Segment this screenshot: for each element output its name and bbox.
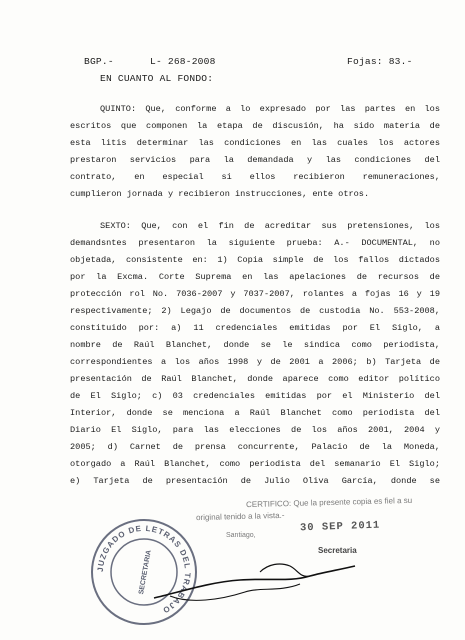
seal-center-text: SECRETARIA: [138, 549, 153, 596]
text-line: prestaron servicios para la demandada y las condiciones del: [70, 155, 440, 165]
date-stamp: 30 SEP 2011: [299, 519, 381, 535]
text-line: e) Tarjeta de presentación de Julio Oliva García, donde se: [70, 476, 440, 486]
bgp-label: BGP.-: [84, 56, 114, 67]
text-line: protección rol No. 7036-2007 y 7037-2007, rolantes a fojas 16 y 19: [70, 289, 440, 299]
seal-ring-text: JUZGADO DE LETRAS DEL TRABAJO: [95, 523, 193, 616]
text-line: SEXTO: Que, con el fin de acreditar sus pretensiones, los: [100, 221, 440, 231]
text-line: correspondientes a los años 1998 y de 2001 a 2006; b) Tarjeta de: [70, 357, 440, 367]
text-line: nombre de Raúl Blanchet, donde se le sindica como periodista,: [70, 340, 440, 350]
text-line: contrato, en especial si ellos recibieron remuneraciones,: [70, 172, 440, 182]
section-heading: EN CUANTO AL FONDO:: [100, 73, 214, 84]
certification-place: Santiago,: [226, 532, 256, 539]
fojas-label: Fojas: 83.-: [347, 56, 413, 67]
certification-text-2: original tenido a la vista.-: [195, 510, 285, 523]
text-line: cumplieron jornada y recibieron instrucciones, ente otros.: [70, 189, 370, 199]
case-number: L- 268-2008: [150, 56, 216, 67]
text-line: constituido por: a) 11 credenciales emitidas por El Siglo, a: [70, 323, 440, 333]
text-line: escritos que componen la etapa de discusión, ha sido materia de: [70, 121, 440, 131]
text-line: QUINTO: Que, conforme a lo expresado por las partes en los: [100, 104, 440, 114]
text-line: demandsntes presentaron la siguiente prueba: A.- DOCUMENTAL, no: [70, 238, 440, 248]
text-line: presentación de Raúl Blanchet, donde aparece como editor político: [70, 374, 440, 384]
handwritten-signature: [150, 552, 370, 622]
text-line: Diario El Siglo, para las elecciones de los años 2001, 2004 y: [70, 425, 440, 435]
signer-label: Secretaria: [318, 546, 357, 555]
text-line: otorgado a Raúl Blanchet, como periodista del semanario El Siglo;: [70, 459, 440, 469]
text-line: por la Excma. Corte Suprema en las apelaciones de recursos de: [70, 272, 440, 282]
text-line: objetada, consistente en: 1) Copia simple de los fallos dictados: [70, 255, 440, 265]
certification-text: CERTIFICO: Que la presente copia es fiel a su: [245, 495, 413, 510]
text-line: de El Siglo; c) 03 credenciales emitidas por el Ministerio del: [70, 391, 440, 401]
text-line: 2005; d) Carnet de prensa concurrente, Palacio de la Moneda,: [70, 442, 440, 452]
text-line: respectivamente; 2) Legajo de documentos de custodia No. 553-2008,: [70, 306, 440, 316]
text-line: Interior, donde se menciona a Raúl Blanchet como periodista del: [70, 408, 440, 418]
text-line: esta litis determinar las condiciones en las cuales los actores: [70, 138, 440, 148]
